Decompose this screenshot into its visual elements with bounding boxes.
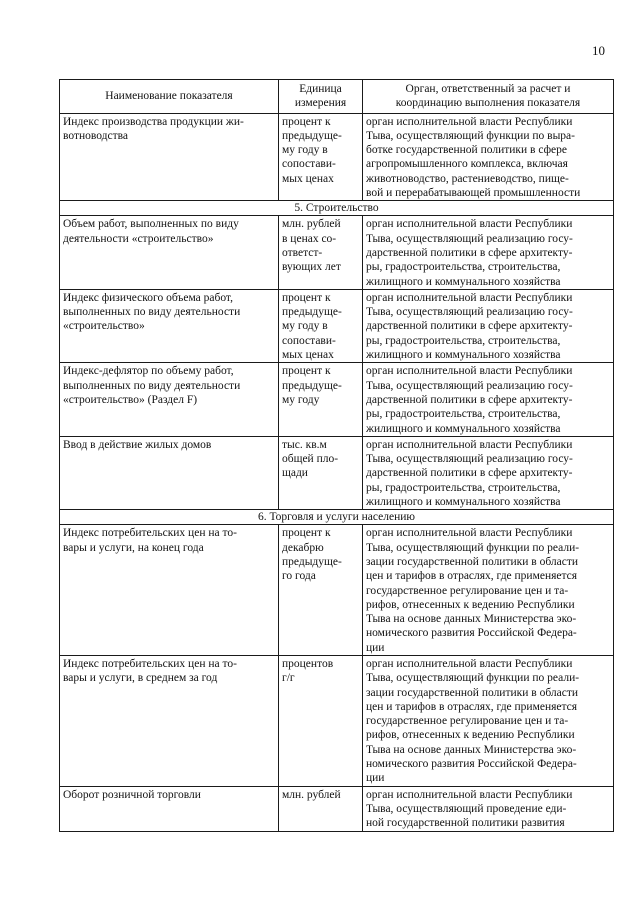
unit-cell bbox=[279, 216, 363, 289]
unit-line: млн. рублей bbox=[282, 788, 341, 801]
table-row bbox=[60, 363, 614, 436]
indicator-name-line: выполненных по виду деятельности bbox=[63, 306, 241, 319]
table-row bbox=[60, 655, 614, 786]
responsible-organ-line: цен и тарифов в отраслях, где применяется bbox=[366, 700, 578, 713]
unit-line: сопостави- bbox=[282, 334, 336, 347]
header-unit-line: измерения bbox=[294, 97, 347, 110]
responsible-organ-line: зации государственной политики в области bbox=[366, 555, 579, 568]
responsible-organ-line: ры, градостроительства, строительства, bbox=[366, 334, 561, 347]
responsible-organ-line: номического развития Российской Федера- bbox=[366, 758, 577, 771]
unit-line: процентов bbox=[282, 657, 334, 670]
indicator-name-line: Оборот розничной торговли bbox=[63, 788, 201, 801]
responsible-organ-cell bbox=[363, 113, 614, 201]
responsible-organ-line: номического развития Российской Федера- bbox=[366, 627, 577, 640]
header-unit bbox=[279, 80, 363, 114]
section-title: 5. Строительство bbox=[60, 201, 614, 216]
indicator-name-cell bbox=[60, 436, 279, 509]
unit-line: предыдуще- bbox=[282, 555, 342, 568]
indicator-name-line: Индекс потребительских цен на то- bbox=[63, 657, 237, 670]
responsible-organ-cell bbox=[363, 525, 614, 656]
unit-line: г/г bbox=[282, 672, 295, 685]
indicator-name-cell bbox=[60, 363, 279, 436]
responsible-organ-line: Тыва, осуществляющий функции по реали- bbox=[366, 672, 580, 685]
responsible-organ-line: орган исполнительной власти Республики bbox=[366, 788, 573, 801]
unit-line: предыдуще- bbox=[282, 379, 342, 392]
responsible-organ-line: Тыва, осуществляющий функции по выра- bbox=[366, 129, 575, 142]
responsible-organ-line: Тыва, осуществляющий реализацию госу- bbox=[366, 453, 573, 466]
indicator-name-line: вары и услуги, в среднем за год bbox=[63, 672, 218, 685]
unit-cell bbox=[279, 363, 363, 436]
responsible-organ-line: зации государственной политики в области bbox=[366, 686, 579, 699]
unit-line: му году в bbox=[282, 320, 328, 333]
indicator-name-line: «строительство» (Раздел F) bbox=[63, 393, 198, 406]
indicator-name-line: Индекс производства продукции жи- bbox=[63, 115, 244, 128]
indicator-name-line: деятельности «строительство» bbox=[63, 232, 214, 245]
unit-line: декабрю bbox=[282, 541, 324, 554]
indicator-name-line: вары и услуги, на конец года bbox=[63, 541, 204, 554]
responsible-organ-line: дарственной политики в сфере архитекту- bbox=[366, 393, 573, 406]
unit-line: процент к bbox=[282, 527, 331, 540]
unit-cell bbox=[279, 786, 363, 831]
indicator-name-line: выполненных по виду деятельности bbox=[63, 379, 241, 392]
indicator-name-line: Ввод в действие жилых домов bbox=[63, 438, 212, 451]
responsible-organ-cell bbox=[363, 436, 614, 509]
table-body bbox=[60, 113, 614, 831]
unit-line: му году bbox=[282, 393, 320, 406]
responsible-organ-line: жилищного и коммунального хозяйства bbox=[366, 275, 561, 288]
unit-line: предыдуще- bbox=[282, 129, 342, 142]
unit-line: му году в bbox=[282, 144, 328, 157]
responsible-organ-line: ры, градостроительства, строительства, bbox=[366, 408, 561, 421]
responsible-organ-line: Тыва на основе данных Министерства эко- bbox=[366, 613, 577, 626]
responsible-organ-line: ботке государственной политики в сфере bbox=[366, 144, 567, 157]
responsible-organ-line: рифов, отнесенных к ведению Республики bbox=[366, 598, 575, 611]
unit-cell bbox=[279, 655, 363, 786]
header-organ-line: Орган, ответственный за расчет и bbox=[405, 83, 571, 95]
unit-line: млн. рублей bbox=[282, 218, 341, 231]
responsible-organ-cell bbox=[363, 786, 614, 831]
responsible-organ-line: жилищного и коммунального хозяйства bbox=[366, 349, 561, 362]
section-row bbox=[60, 201, 614, 216]
unit-cell bbox=[279, 436, 363, 509]
responsible-organ-line: вой и перерабатывающей промышленности bbox=[366, 187, 581, 200]
responsible-organ-cell bbox=[363, 289, 614, 362]
responsible-organ-line: цен и тарифов в отраслях, где применяется bbox=[366, 570, 578, 583]
unit-line: в ценах со- bbox=[282, 232, 337, 245]
unit-line: мых ценах bbox=[282, 172, 334, 185]
responsible-organ-line: Тыва, осуществляющий функции по реали- bbox=[366, 541, 580, 554]
responsible-organ-line: ции bbox=[366, 641, 385, 654]
indicator-name-line: Индекс физического объема работ, bbox=[63, 291, 233, 304]
unit-line: общей пло- bbox=[282, 453, 339, 466]
responsible-organ-line: ции bbox=[366, 772, 385, 785]
indicator-name-line: Объем работ, выполненных по виду bbox=[63, 218, 239, 231]
responsible-organ-line: дарственной политики в сфере архитекту- bbox=[366, 320, 573, 333]
responsible-organ-line: ры, градостроительства, строительства, bbox=[366, 261, 561, 274]
indicator-name-cell bbox=[60, 655, 279, 786]
responsible-organ-line: орган исполнительной власти Республики bbox=[366, 527, 573, 540]
header-organ bbox=[363, 80, 614, 114]
unit-line: сопостави- bbox=[282, 158, 336, 171]
indicator-name-line: Индекс потребительских цен на то- bbox=[63, 527, 237, 540]
responsible-organ-cell bbox=[363, 655, 614, 786]
indicator-name-cell bbox=[60, 113, 279, 201]
responsible-organ-line: орган исполнительной власти Республики bbox=[366, 657, 573, 670]
unit-line: процент к bbox=[282, 115, 331, 128]
header-name-text: Наименование показателя bbox=[105, 90, 233, 103]
responsible-organ-line: государственное регулирование цен и та- bbox=[366, 715, 569, 728]
responsible-organ-cell bbox=[363, 216, 614, 289]
section-title: 6. Торговля и услуги населению bbox=[60, 510, 614, 525]
header-organ-line: координацию выполнения показателя bbox=[395, 97, 581, 110]
unit-line: щади bbox=[282, 467, 308, 480]
responsible-organ-line: ры, градостроительства, строительства, bbox=[366, 481, 561, 494]
responsible-organ-line: Тыва, осуществляющий реализацию госу- bbox=[366, 306, 573, 319]
page-number: 10 bbox=[592, 43, 605, 58]
responsible-organ-line: орган исполнительной власти Республики bbox=[366, 218, 573, 231]
table-row bbox=[60, 525, 614, 656]
unit-line: го года bbox=[282, 570, 316, 583]
responsible-organ-line: орган исполнительной власти Республики bbox=[366, 438, 573, 451]
responsible-organ-line: орган исполнительной власти Республики bbox=[366, 115, 573, 128]
indicator-name-line: Индекс-дефлятор по объему работ, bbox=[63, 365, 234, 378]
indicator-name-cell bbox=[60, 525, 279, 656]
responsible-organ-line: рифов, отнесенных к ведению Республики bbox=[366, 729, 575, 742]
responsible-organ-cell bbox=[363, 363, 614, 436]
indicators-table bbox=[59, 79, 614, 832]
unit-line: мых ценах bbox=[282, 349, 334, 362]
unit-cell bbox=[279, 113, 363, 201]
header-unit-line: Единица bbox=[299, 83, 342, 95]
indicator-name-line: «строительство» bbox=[63, 320, 145, 333]
unit-line: ответст- bbox=[282, 246, 323, 259]
responsible-organ-line: Тыва, осуществляющий реализацию госу- bbox=[366, 379, 573, 392]
unit-line: предыдуще- bbox=[282, 306, 342, 319]
table-row bbox=[60, 786, 614, 831]
responsible-organ-line: Тыва на основе данных Министерства эко- bbox=[366, 743, 577, 756]
indicator-name-cell bbox=[60, 216, 279, 289]
unit-cell bbox=[279, 525, 363, 656]
table-row bbox=[60, 113, 614, 201]
unit-line: процент к bbox=[282, 365, 331, 378]
indicator-name-line: вотноводства bbox=[63, 129, 129, 142]
responsible-organ-line: агропромышленного комплекса, включая bbox=[366, 158, 568, 171]
unit-line: вующих лет bbox=[282, 261, 341, 274]
unit-cell bbox=[279, 289, 363, 362]
indicator-name-cell bbox=[60, 786, 279, 831]
responsible-organ-line: жилищного и коммунального хозяйства bbox=[366, 422, 561, 435]
section-row bbox=[60, 510, 614, 525]
responsible-organ-line: дарственной политики в сфере архитекту- bbox=[366, 246, 573, 259]
responsible-organ-line: дарственной политики в сфере архитекту- bbox=[366, 467, 573, 480]
table-row bbox=[60, 216, 614, 289]
responsible-organ-line: жилищного и коммунального хозяйства bbox=[366, 496, 561, 509]
header-name bbox=[60, 80, 279, 114]
indicator-name-cell bbox=[60, 289, 279, 362]
table-row bbox=[60, 436, 614, 509]
table-row bbox=[60, 289, 614, 362]
responsible-organ-line: Тыва, осуществляющий проведение еди- bbox=[366, 802, 567, 815]
responsible-organ-line: орган исполнительной власти Республики bbox=[366, 291, 573, 304]
responsible-organ-line: ной государственной политики развития bbox=[366, 817, 565, 830]
responsible-organ-line: животноводство, растениеводство, пище- bbox=[366, 172, 569, 185]
responsible-organ-line: государственное регулирование цен и та- bbox=[366, 584, 569, 597]
responsible-organ-line: орган исполнительной власти Республики bbox=[366, 365, 573, 378]
responsible-organ-line: Тыва, осуществляющий реализацию госу- bbox=[366, 232, 573, 245]
table-header-row bbox=[60, 80, 614, 114]
unit-line: процент к bbox=[282, 291, 331, 304]
unit-line: тыс. кв.м bbox=[282, 438, 327, 451]
